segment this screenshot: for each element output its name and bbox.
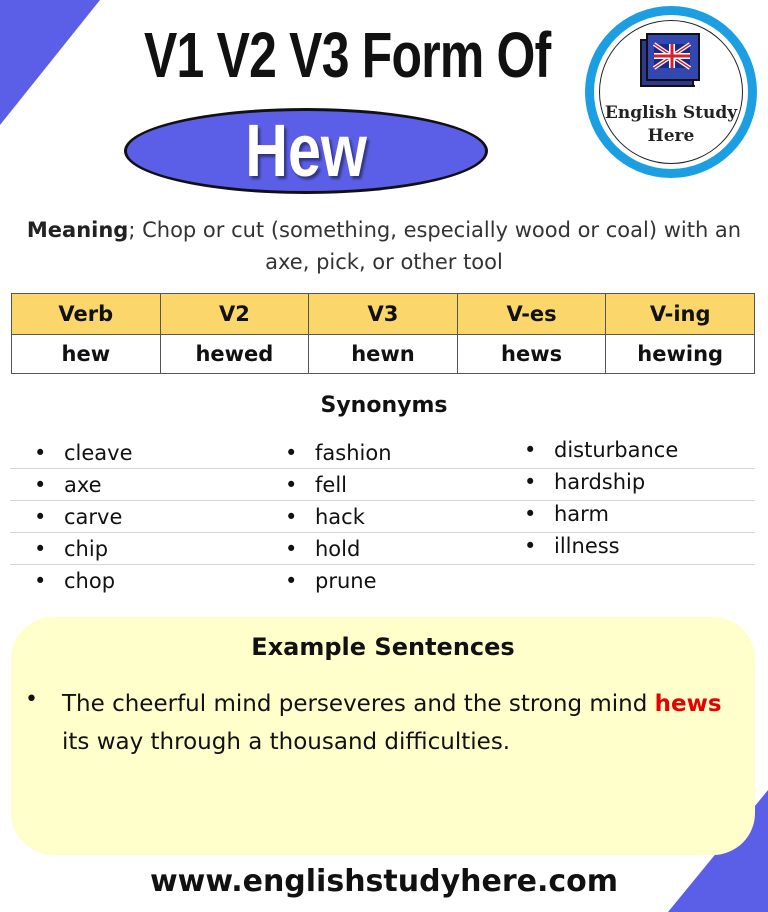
synonym-word: illness (554, 534, 620, 558)
synonyms-title: Synonyms (320, 393, 448, 418)
synonym-word: chop (64, 569, 116, 593)
bullet: • (524, 534, 537, 558)
synonym-word: fell (315, 473, 347, 497)
bullet: • (34, 473, 47, 497)
verb-badge (124, 108, 488, 194)
logo-text-line2: Here (647, 126, 695, 146)
synonym-word: cleave (64, 441, 133, 465)
table-header-cell: Verb (12, 294, 161, 335)
synonym-word: hold (315, 537, 361, 561)
example-sentences-box (11, 617, 755, 855)
synonym-word: disturbance (554, 438, 679, 462)
table-header-cell: V-es (457, 294, 606, 335)
divider (10, 564, 755, 565)
synonym-word: carve (64, 505, 123, 529)
example-sentence (62, 685, 742, 761)
table-cell: hew (12, 335, 161, 374)
verb-forms-table (11, 293, 755, 374)
bullet: • (285, 569, 298, 593)
bullet: • (285, 505, 298, 529)
synonym-word: hardship (554, 470, 646, 494)
logo-text-line1: English Study (604, 103, 738, 123)
table-cell: hewing (606, 335, 755, 374)
book-flag-icon (637, 30, 705, 92)
table-header-cell: V2 (160, 294, 309, 335)
bullet: • (524, 502, 537, 526)
synonym-word: fashion (315, 441, 392, 465)
table-cell: hewed (160, 335, 309, 374)
synonym-word: prune (315, 569, 377, 593)
bullet: • (25, 687, 38, 712)
meaning-label: Meaning (26, 218, 129, 242)
bullet: • (34, 441, 47, 465)
site-logo (585, 6, 757, 178)
table-row (12, 335, 755, 374)
bullet: • (524, 438, 537, 462)
bullet: • (285, 537, 298, 561)
bullet: • (524, 470, 537, 494)
sentence-part: its way through a thousand difficulties. (62, 729, 511, 755)
bullet: • (285, 441, 298, 465)
meaning (14, 214, 754, 278)
example-sentences-title: Example Sentences (251, 633, 515, 661)
synonym-word: axe (64, 473, 102, 497)
meaning-text: ; Chop or cut (something, especially wood or coal) with an axe, pick, or other tool (128, 218, 742, 274)
synonym-word: chip (64, 537, 109, 561)
synonym-word: hack (315, 505, 365, 529)
verb-title: Hew (245, 109, 367, 192)
page-title: V1 V2 V3 Form Of (144, 19, 551, 91)
table-cell: hews (457, 335, 606, 374)
bullet: • (34, 569, 47, 593)
bullet: • (34, 537, 47, 561)
bullet: • (285, 473, 298, 497)
table-header-row (12, 294, 755, 335)
corner-decoration-top-left (0, 0, 100, 125)
table-header-cell: V3 (309, 294, 458, 335)
highlighted-verb: hews (654, 691, 722, 717)
website-url[interactable]: www.englishstudyhere.com (149, 864, 619, 899)
table-cell: hewn (309, 335, 458, 374)
table-header-cell: V-ing (606, 294, 755, 335)
synonym-word: harm (554, 502, 609, 526)
sentence-part: The cheerful mind perseveres and the strong mind (62, 691, 655, 717)
bullet: • (34, 505, 47, 529)
